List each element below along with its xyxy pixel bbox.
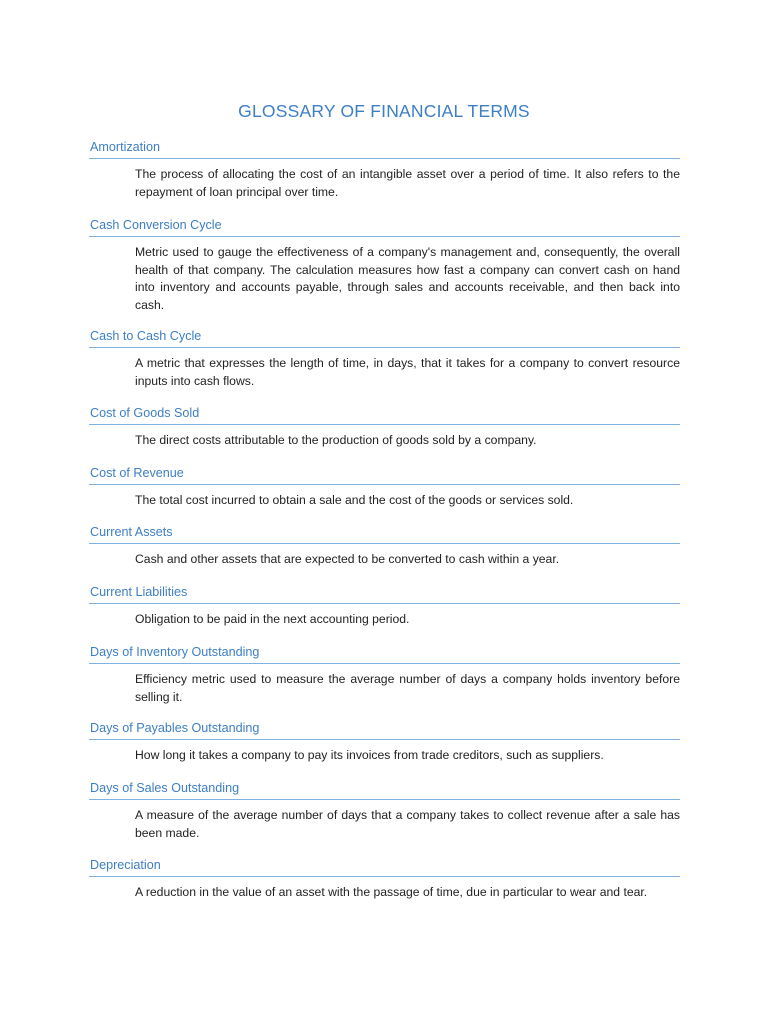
glossary-entry bbox=[89, 328, 680, 405]
glossary-term: Cost of Goods Sold bbox=[89, 405, 680, 425]
glossary-list bbox=[89, 139, 680, 917]
glossary-definition: A reduction in the value of an asset with the passage of time, due in particular to wear and tear. bbox=[135, 885, 648, 899]
glossary-entry bbox=[89, 465, 680, 524]
glossary-entry bbox=[89, 584, 680, 644]
glossary-entry bbox=[89, 524, 680, 584]
glossary-entry bbox=[89, 780, 680, 857]
glossary-definition: How long it takes a company to pay its invoices from trade creditors, such as suppliers. bbox=[135, 748, 604, 762]
glossary-definition: The direct costs attributable to the production of goods sold by a company. bbox=[135, 433, 537, 447]
glossary-definition: The process of allocating the cost of an intangible asset over a period of time. It also refers to the repayment of loan principal over time. bbox=[135, 167, 680, 199]
glossary-entry bbox=[89, 720, 680, 780]
glossary-term: Depreciation bbox=[89, 857, 680, 877]
glossary-definition: The total cost incurred to obtain a sale and the cost of the goods or services sold. bbox=[135, 493, 574, 507]
glossary-term: Current Assets bbox=[89, 524, 680, 544]
glossary-term: Days of Inventory Outstanding bbox=[89, 644, 680, 664]
glossary-term: Cash to Cash Cycle bbox=[89, 328, 680, 348]
glossary-entry bbox=[89, 217, 680, 328]
glossary-term: Cost of Revenue bbox=[89, 465, 680, 485]
glossary-term: Days of Payables Outstanding bbox=[89, 720, 680, 740]
glossary-entry bbox=[89, 857, 680, 917]
glossary-entry bbox=[89, 139, 680, 217]
glossary-term: Amortization bbox=[89, 139, 680, 159]
glossary-definition: Metric used to gauge the effectiveness of a company's management and, consequently, the overall health of that company. The calculation measures how fast a company can convert cash on hand into inventory and accounts payable, through sales and accounts receivable, and then back into cash. bbox=[135, 245, 680, 312]
glossary-definition: A metric that expresses the length of time, in days, that it takes for a company to convert resource inputs into cash flows. bbox=[135, 356, 680, 388]
glossary-definition: Obligation to be paid in the next accounting period. bbox=[135, 612, 410, 626]
document-title: GLOSSARY OF FINANCIAL TERMS bbox=[238, 101, 530, 121]
glossary-definition: Efficiency metric used to measure the average number of days a company holds inventory before selling it. bbox=[135, 672, 680, 704]
glossary-term: Cash Conversion Cycle bbox=[89, 217, 680, 237]
glossary-entry bbox=[89, 644, 680, 720]
glossary-definition: Cash and other assets that are expected to be converted to cash within a year. bbox=[135, 552, 560, 566]
glossary-term: Days of Sales Outstanding bbox=[89, 780, 680, 800]
glossary-term: Current Liabilities bbox=[89, 584, 680, 604]
glossary-definition: A measure of the average number of days that a company takes to collect revenue after a sale has been made. bbox=[135, 808, 680, 840]
glossary-entry bbox=[89, 405, 680, 465]
